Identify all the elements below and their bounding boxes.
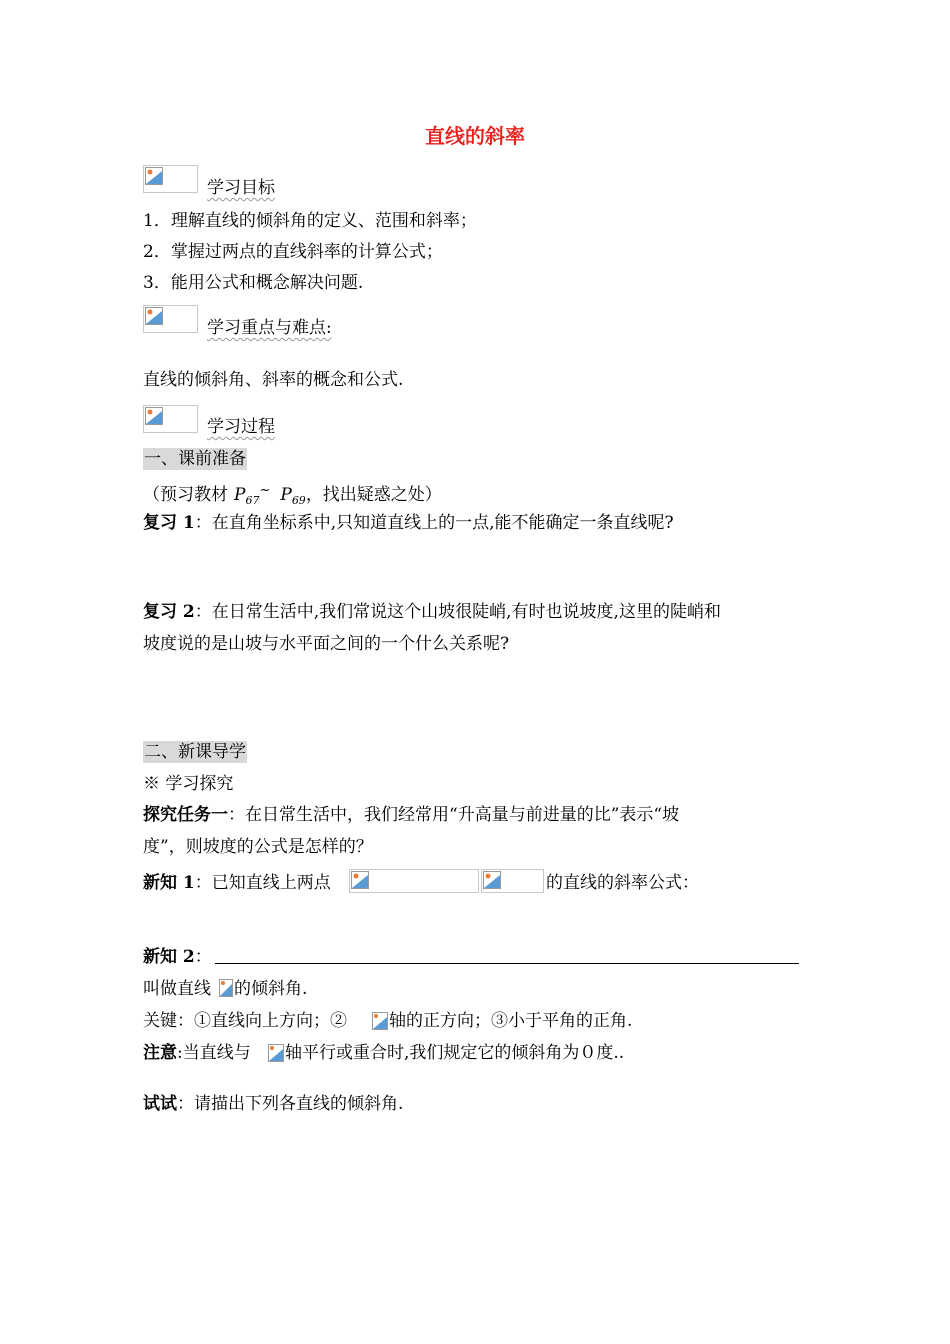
- try-text: ：请描出下列各直线的倾斜角.: [177, 1094, 404, 1114]
- broken-image-icon: [219, 979, 233, 997]
- process-heading: 学习过程: [207, 417, 275, 437]
- key-points-heading: 学习重点与难点:: [207, 318, 332, 338]
- broken-image-icon: [143, 405, 198, 433]
- note-row: [143, 1042, 251, 1064]
- new1-suffix: 的直线的斜率公式：: [546, 873, 699, 893]
- page-p1: P: [234, 485, 246, 505]
- preview-close: ，找出疑惑之处）: [305, 485, 442, 505]
- key-points-content: 直线的倾斜角、斜率的概念和公式.: [143, 370, 404, 390]
- key-line-b: 轴的正方向；③小于平角的正角.: [389, 1011, 633, 1031]
- note-label: 注意: [143, 1043, 177, 1063]
- new1-prefix: ：已知直线上两点: [194, 873, 331, 893]
- review2-line2: 坡度说的是山坡与水平面之间的一个什么关系呢?: [143, 634, 510, 654]
- broken-image-icon: [143, 305, 198, 333]
- task1-text: ：在日常生活中，我们经常用“升高量与前进量的比”表示“坡: [228, 805, 680, 825]
- new1-label: 新知 1: [143, 873, 195, 893]
- review1-label: 复习 1: [143, 513, 195, 533]
- review2-text: ：在日常生活中,我们常说这个山坡很陡峭,有时也说坡度,这里的陡峭和: [194, 602, 721, 622]
- note-text-b: 轴平行或重合时,我们规定它的倾斜角为０度..: [285, 1043, 625, 1063]
- broken-image-icon: [143, 165, 198, 193]
- document-title: 直线的斜率: [425, 124, 525, 148]
- note-text-a: :当直线与: [177, 1043, 251, 1063]
- new1-prefix-row: [143, 872, 331, 894]
- preview-open: （预习教材: [143, 485, 228, 505]
- try-row: [143, 1093, 403, 1115]
- page-p2: P: [280, 485, 292, 505]
- review2-line1: [143, 601, 721, 623]
- new2-line2-a: 叫做直线: [143, 979, 211, 999]
- preview-instruction: [143, 480, 442, 512]
- task1-line2: 度”，则坡度的公式是怎样的？: [143, 837, 373, 857]
- objective-item-1: 1．理解直线的倾斜角的定义、范围和斜率；: [143, 211, 477, 231]
- section2-heading: 二、新课导学: [144, 742, 246, 762]
- fill-in-blank-line: [215, 963, 799, 964]
- review2-label: 复习 2: [143, 602, 195, 622]
- review1: [143, 512, 674, 534]
- section1-heading: 一、课前准备: [144, 449, 246, 469]
- objective-item-2: 2．掌握过两点的直线斜率的计算公式；: [143, 242, 443, 262]
- new2-row: [143, 946, 212, 968]
- broken-image-icon: [349, 869, 479, 893]
- key-line-a: 关键：①直线向上方向；②: [143, 1011, 347, 1031]
- page-sub1: 67: [245, 494, 260, 507]
- broken-image-icon: [481, 869, 544, 893]
- task1-label: 探究任务一: [143, 805, 228, 825]
- page-sub2: 69: [291, 494, 306, 507]
- review1-text: ：在直角坐标系中,只知道直线上的一点,能不能确定一条直线呢?: [194, 513, 674, 533]
- explore-heading: ※ 学习探究: [143, 774, 234, 794]
- broken-image-icon: [268, 1044, 284, 1062]
- objective-item-3: 3．能用公式和概念解决问题.: [143, 273, 364, 293]
- try-label: 试试: [143, 1094, 177, 1114]
- new2-label: 新知 2: [143, 947, 195, 967]
- objectives-heading: 学习目标: [207, 178, 275, 198]
- new2-line2-b: 的倾斜角.: [234, 979, 308, 999]
- new2-colon: ：: [194, 947, 212, 967]
- page-tilde: ~: [259, 483, 271, 498]
- task1-line1: [143, 804, 679, 826]
- broken-image-icon: [372, 1012, 388, 1030]
